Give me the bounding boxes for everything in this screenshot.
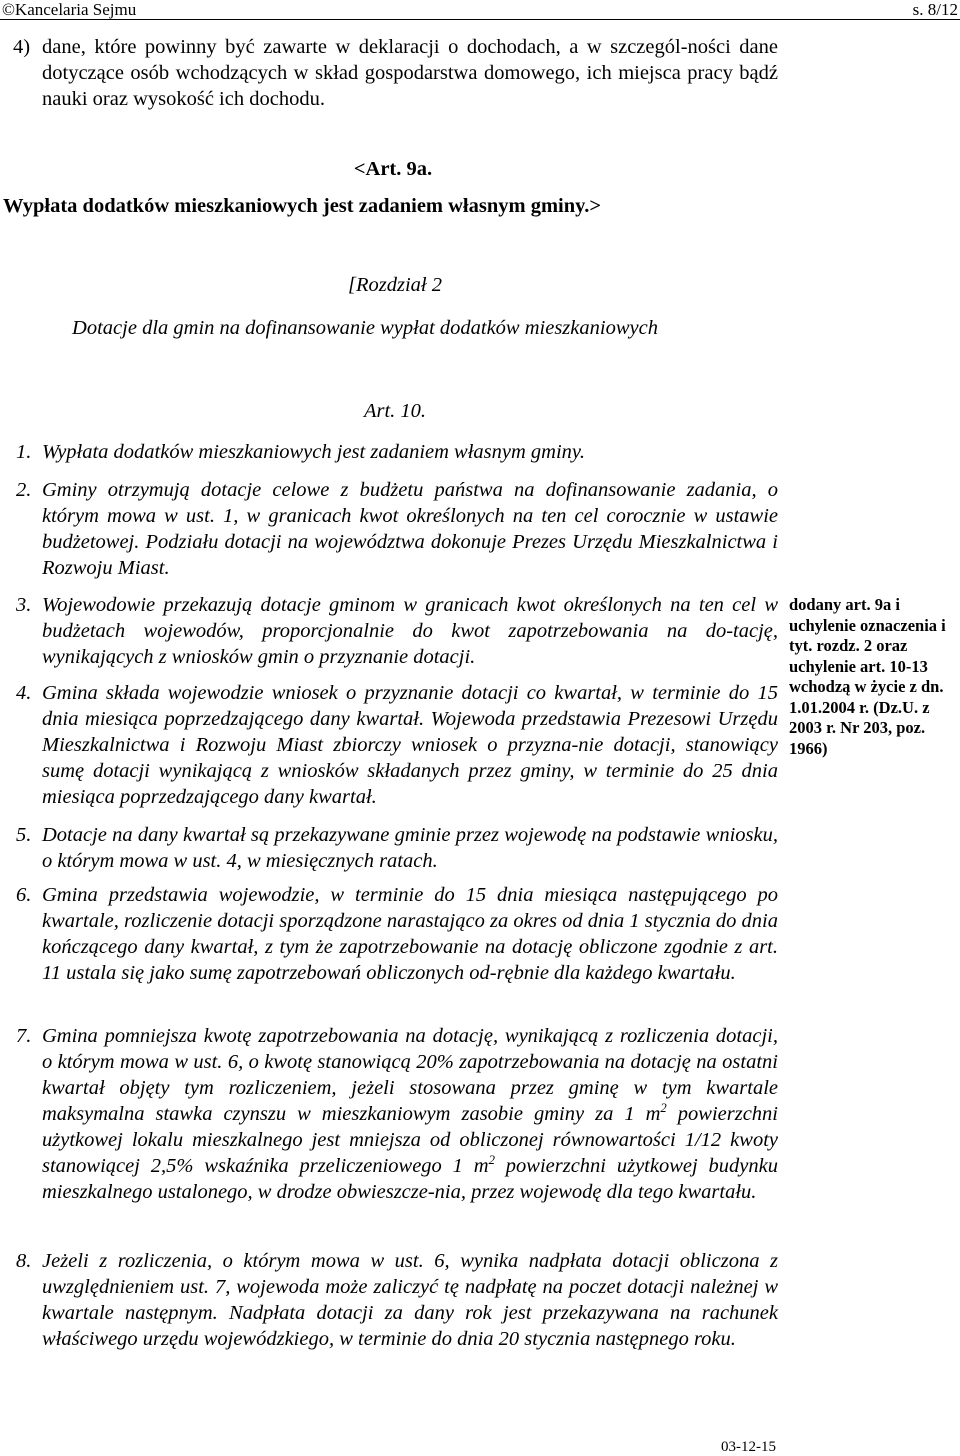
- superscript-exponent: 2: [660, 1101, 667, 1116]
- paragraph-text: Wypłata dodatków mieszkaniowych jest zadaniem własnym gminy.: [42, 441, 586, 463]
- art-10-paragraph-4: [16, 680, 778, 810]
- header-source: ©Kancelaria Sejmu: [2, 0, 137, 19]
- paragraph-number: 7.: [16, 1025, 32, 1047]
- paragraph-text-part: powierzchni użytkowej lokalu mieszkalnego jest mniejsza od obliczonej równowartości 1/12 kwoty stanowiącej 2,5% wskaźnika przeliczeniowego 1 m: [42, 1103, 778, 1177]
- paragraph-text: Dotacje na dany kwartał są przekazywane gminie przez wojewodę na podstawie wniosku, o którym mowa w ust. 4, w miesięcznych ratach.: [42, 824, 778, 872]
- paragraph-number: 4.: [16, 682, 32, 704]
- art-10-paragraph-3: [16, 592, 778, 670]
- paragraph-text-part: Gmina pomniejsza kwotę zapotrzebowania na dotację, wynikającą z rozliczenia dotacji, o którym mowa w ust. 6, o kwotę stanowiącą 20% zapotrzebowania na dotację na ostatni kwartał objęty tym rozliczeniem, jeżeli stosowana przez gminę w tym kwartale maksymalna stawka czynszu w mieszkaniowym zasobie gminy za 1 m: [42, 1025, 778, 1125]
- art-9a-text: Wypłata dodatków mieszkaniowych jest zadaniem własnym gminy.>: [3, 195, 602, 217]
- paragraph-number: 6.: [16, 884, 32, 906]
- header-divider: [0, 19, 960, 20]
- art-10-paragraph-8: [16, 1248, 778, 1352]
- art-10-paragraph-7: [16, 1023, 778, 1205]
- list-item-4: [13, 34, 778, 112]
- art-9a-title: <Art. 9a.: [353, 158, 433, 180]
- paragraph-number: 1.: [16, 441, 32, 463]
- paragraph-text: Jeżeli z rozliczenia, o którym mowa w ust. 6, wynika nadpłata dotacji obliczona z uwzględnieniem ust. 7, wojewoda może zaliczyć tę nadpłatę na poczet dotacji należnej w kwartale następnym. Nadpłata dotacji za dany rok jest przekazywana na rachunek właściwego urzędu wojewódzkiego, w terminie do dnia 20 stycznia następnego roku.: [42, 1250, 778, 1350]
- paragraph-text: Gminy otrzymują dotacje celowe z budżetu państwa na dofinansowanie zadania, o którym mowa w ust. 1, w granicach kwot określonych na ten cel corocznie w ustawie budżetowej. Podziału dotacji na województwa dokonuje Prezes Urzędu Mieszkalnictwa i Rozwoju Miast.: [42, 479, 778, 579]
- paragraph-text: Wojewodowie przekazują dotacje gminom w granicach kwot określonych na ten cel w budżetach wojewodów, proporcjonalnie do kwot zapotrzebowania na do-tację, wynikających z wniosków gmin o przyznanie dotacji.: [42, 594, 778, 668]
- paragraph-text: Gmina przedstawia wojewodzie, w terminie do 15 dnia miesiąca następującego po kwartale, rozliczenie dotacji sporządzone narastająco za okres od dnia 1 stycznia do dnia kończącego dany kwartał, z tym że zapotrzebowanie na dotację obliczone zgodnie z art. 11 ustala się jako sumę zapotrzebowań obliczonych od-rębnie dla każdego kwartału.: [42, 884, 778, 984]
- chapter-subtitle: Dotacje dla gmin na dofinansowanie wypłat dodatków mieszkaniowych: [72, 317, 658, 339]
- paragraph-number: 8.: [16, 1250, 32, 1272]
- art-10-paragraph-6: [16, 882, 778, 986]
- art-10-paragraph-2: [16, 477, 778, 581]
- paragraph-number: 2.: [16, 479, 32, 501]
- list-item-number: 4): [13, 36, 31, 58]
- margin-note: dodany art. 9a i uchylenie oznaczenia i tyt. rozdz. 2 oraz uchylenie art. 10-13 wchodzą w życie z dn. 1.01.2004 r. (Dz.U. z 2003 r. Nr 203, poz. 1966): [789, 595, 946, 758]
- header-page-number: s. 8/12: [912, 0, 958, 19]
- list-item-text: dane, które powinny być zawarte w deklaracji o dochodach, a w szczegól-ności dane dotyczące osób wchodzących w skład gospodarstwa domowego, ich miejsca pracy bądź nauki oraz wysokość ich dochodu.: [42, 36, 778, 110]
- paragraph-number: 5.: [16, 824, 32, 846]
- paragraph-number: 3.: [16, 594, 32, 616]
- art-10-paragraph-1: [16, 439, 778, 465]
- paragraph-text: Gmina składa wojewodzie wniosek o przyznanie dotacji co kwartał, w terminie do 15 dnia miesiąca poprzedzającego dany kwartał. Wojewoda przedstawia Prezesowi Urzędu Mieszkalnictwa i Rozwoju Miast zbiorczy wniosek o przyzna-nie dotacji, stanowiący sumę dotacji wynikającą z wniosków składanych przez gminy, w terminie do 25 dnia miesiąca poprzedzającego dany kwartał.: [42, 682, 778, 808]
- superscript-exponent: 2: [488, 1153, 495, 1168]
- paragraph-text-part: powierzchni użytkowej budynku mieszkalnego ustalonego, w drodze obwieszcze-nia, przez wojewodę dla tego kwartału.: [42, 1155, 778, 1203]
- footer-date: 03-12-15: [721, 1439, 776, 1455]
- chapter-title: [Rozdział 2: [348, 274, 442, 296]
- art-10-paragraph-5: [16, 822, 778, 874]
- art-10-title: Art. 10.: [363, 400, 427, 422]
